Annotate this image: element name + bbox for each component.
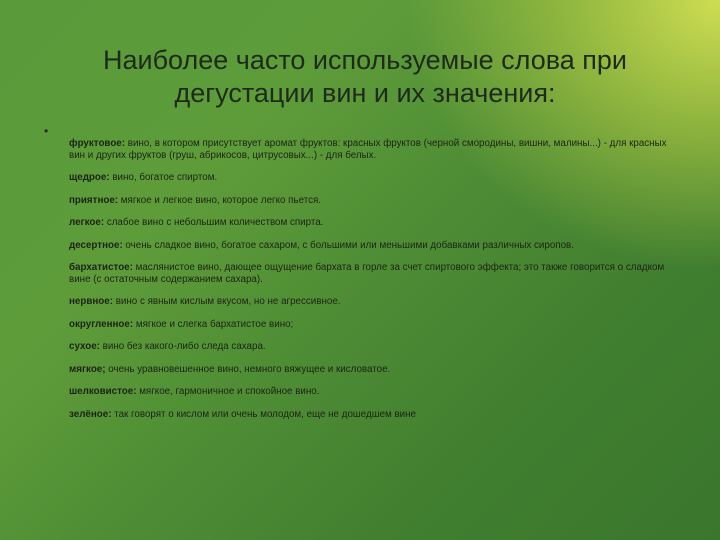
term: округленное: <box>69 318 134 330</box>
definition: вино, в котором присутствует аромат фруктов: красных фруктов (черной смородины, вишни, малины...) - для красных вин и других фруктов (груш, абрикосов, цитрусовых...) - для белых. <box>69 138 667 161</box>
definition-entry <box>69 195 679 207</box>
definition: так говорят о кислом или очень молодом, еще не дошедшем вине <box>111 408 417 420</box>
definition-entry <box>69 240 679 252</box>
term: шелковистое: <box>69 386 137 397</box>
definitions-list <box>69 138 679 431</box>
definition-entry <box>69 217 679 229</box>
definition: очень сладкое вино, богатое сахаром, с большими или меньшими добавками различных сиропов. <box>122 239 574 251</box>
slide-title <box>60 44 670 110</box>
definition-entry <box>69 296 679 308</box>
term: фруктовое: <box>69 138 126 149</box>
term: мягкое; <box>69 363 106 375</box>
definition: мягкое и слегка бархатистое вино; <box>133 318 294 330</box>
definition-entry <box>69 386 679 398</box>
definition: вино с явным кислым вкусом, но не агрессивное. <box>113 296 341 307</box>
definition: вино, богатое спиртом. <box>109 172 218 183</box>
definition: мягкое и легкое вино, которое легко пьется. <box>118 194 322 206</box>
term: легкое: <box>69 217 105 228</box>
definition: вино без какого-либо следа сахара. <box>99 341 266 352</box>
definition-entry <box>69 319 679 331</box>
definition: маслянистое вино, дающее ощущение бархата в горле за счет спиртового эффекта; это также говорится о сладком вине (с остаточным содержанием сахара). <box>69 262 665 285</box>
term: нервное: <box>69 296 113 307</box>
definition-entry <box>69 138 679 161</box>
title-line-2: дегустации вин и их значения: <box>174 78 556 108</box>
definition-entry <box>69 172 679 184</box>
term: приятное: <box>69 194 119 206</box>
term: сухое: <box>69 341 100 352</box>
title-line-1: Наиболее часто используемые слова при <box>102 45 627 75</box>
term: десертное: <box>69 239 123 251</box>
term: зелёное: <box>69 408 112 420</box>
bullet-marker: • <box>44 124 49 138</box>
definition: слабое вино с небольшим количеством спирта. <box>104 217 324 228</box>
term: бархатистое: <box>69 262 133 273</box>
definition-entry <box>69 409 679 421</box>
definition: мягкое, гармоничное и спокойное вино. <box>136 386 320 397</box>
definition-entry <box>69 341 679 353</box>
definition-entry <box>69 262 679 285</box>
term: щедрое: <box>69 172 110 183</box>
definition: очень уравновешенное вино, немного вяжущее и кисловатое. <box>105 363 391 375</box>
definition-entry <box>69 364 679 376</box>
